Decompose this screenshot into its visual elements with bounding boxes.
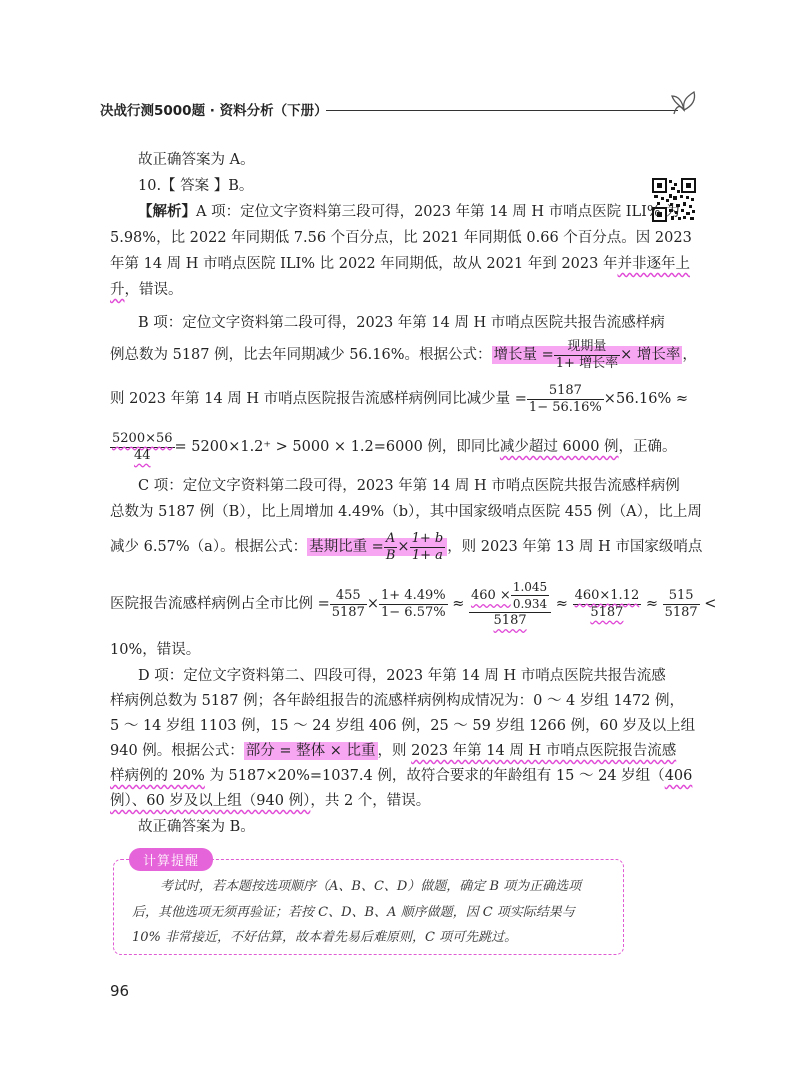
analysis-a-line-2: 5.98%，比 2022 年同期低 7.56 个百分点，比 2021 年同期低 0.66 个百分点。因 2023 [110, 230, 692, 246]
analysis-b-line-2: 例总数为 5187 例，比去年同期减少 56.16%。根据公式： 增长量 = $\frac{\text{现期量}}{\text{1+ 增长率}}$ × 增长率 ， [110, 338, 697, 371]
calc-reminder-tag: 计算提醒 [129, 848, 213, 871]
analysis-b-line-4: $\frac{5200\times 56}{44}$ = 5200×1.2⁺ > 5000 × 1.2=6000 例，即同比减少超过 6000 例，正确。 [112, 430, 677, 463]
analysis-d-line-6: 例）、60 岁及以上组（940 例），共 2 个，错误。 [110, 793, 431, 809]
question-10-answer: 10.【 答案 】B。 [138, 178, 254, 194]
analysis-b-line-3: 则 2023 年第 14 周 H 市哨点医院报告流感样病例同比减少量 = $\frac{5187}{1- 56.16\%}$ ×56.16% ≈ [110, 382, 688, 415]
page-number: 96 [110, 982, 130, 1000]
analysis-d-line-1: D 项：定位文字资料第二、四段可得，2023 年第 14 周 H 市哨点医院共报告流感 [138, 668, 666, 684]
analysis-label: 【解析】 [138, 203, 196, 220]
header-rule [326, 110, 678, 111]
analysis-c-line-3: 减少 6.57%（a）。根据公式： 基期比重 = $\frac{A}{B}$ × $\frac{1+ b}{1+ a}$ ，则 2023 年第 13 周 H 市国家级哨点 [110, 530, 703, 563]
sprout-icon [670, 88, 700, 116]
running-header: 决战行测5000题 · 资料分析（下册） [100, 103, 328, 119]
analysis-c-line-4: 医院报告流感样病例占全市比例 = $\frac{455}{5187}$ × $\frac{1+ 4.49\%}{1- 6.57\%}$ ≈ 460 × $\frac{1.045}{0.934}$ 5187 ≈ $\frac{460\times 1.12}{5187}$ ≈ $\frac{515}{5187}$ < [110, 580, 717, 628]
analysis-c-line-5: 10%，错误。 [110, 642, 201, 658]
analysis-d-line-2: 样病例总数为 5187 例；各年龄组报告的流感样病例构成情况为：0 ～ 4 岁组 1472 例， [110, 693, 685, 709]
base-ratio-formula: 基期比重 = $\frac{A}{B}$ × $\frac{1+ b}{1+ a}$ [307, 538, 447, 556]
analysis-c-line-2: 总数为 5187 例（B），比上周增加 4.49%（b），其中国家级哨点医院 455 例（A），比上周 [110, 504, 702, 520]
analysis-c-line-1: C 项：定位文字资料第二段可得，2023 年第 14 周 H 市哨点医院共报告流感样病例 [138, 478, 680, 494]
analysis-d-line-4: 940 例。根据公式： 部分 = 整体 × 比重 ，则 2023 年第 14 周 H 市哨点医院报告流感 [110, 743, 677, 759]
part-formula: 部分 = 整体 × 比重 [245, 743, 376, 759]
analysis-b-line-1: B 项：定位文字资料第二段可得，2023 年第 14 周 H 市哨点医院共报告流感样病 [138, 315, 665, 331]
analysis-a-line-3: 年第 14 周 H 市哨点医院 ILI% 比 2022 年同期低，故从 2021 年到 2023 年并非逐年上 [110, 256, 690, 272]
calc-reminder-line-1: 考试时，若本题按选项顺序（A、B、C、D）做题，确定 B 项为正确选项 [160, 879, 582, 894]
analysis-d-line-5: 样病例的 20% 为 5187×20%=1037.4 例，故符合要求的年龄组有 15 ～ 24 岁组（406 [110, 768, 693, 784]
analysis-a-line-1: 【解析】A 项：定位文字资料第三段可得，2023 年第 14 周 H 市哨点医院 ILI% 为 [138, 203, 680, 220]
growth-formula: 增长量 = $\frac{\text{现期量}}{\text{1+ 增长率}}$ × 增长率 [493, 338, 681, 371]
calc-reminder-line-2: 后，其他选项无须再验证；若按 C、D、B、A 顺序做题，因 C 项实际结果与 [132, 905, 575, 920]
analysis-d-line-3: 5 ～ 14 岁组 1103 例，15 ～ 24 岁组 406 例，25 ～ 59 岁组 1266 例，60 岁及以上组 [110, 718, 696, 734]
calc-reminder-line-3: 10% 非常接近，不好估算，故本着先易后难原则，C 项可先跳过。 [132, 930, 518, 945]
answer-line-a: 故正确答案为 A。 [138, 152, 255, 168]
analysis-a-line-4: 升，错误。 [110, 282, 183, 298]
answer-line-b: 故正确答案为 B。 [138, 819, 255, 835]
